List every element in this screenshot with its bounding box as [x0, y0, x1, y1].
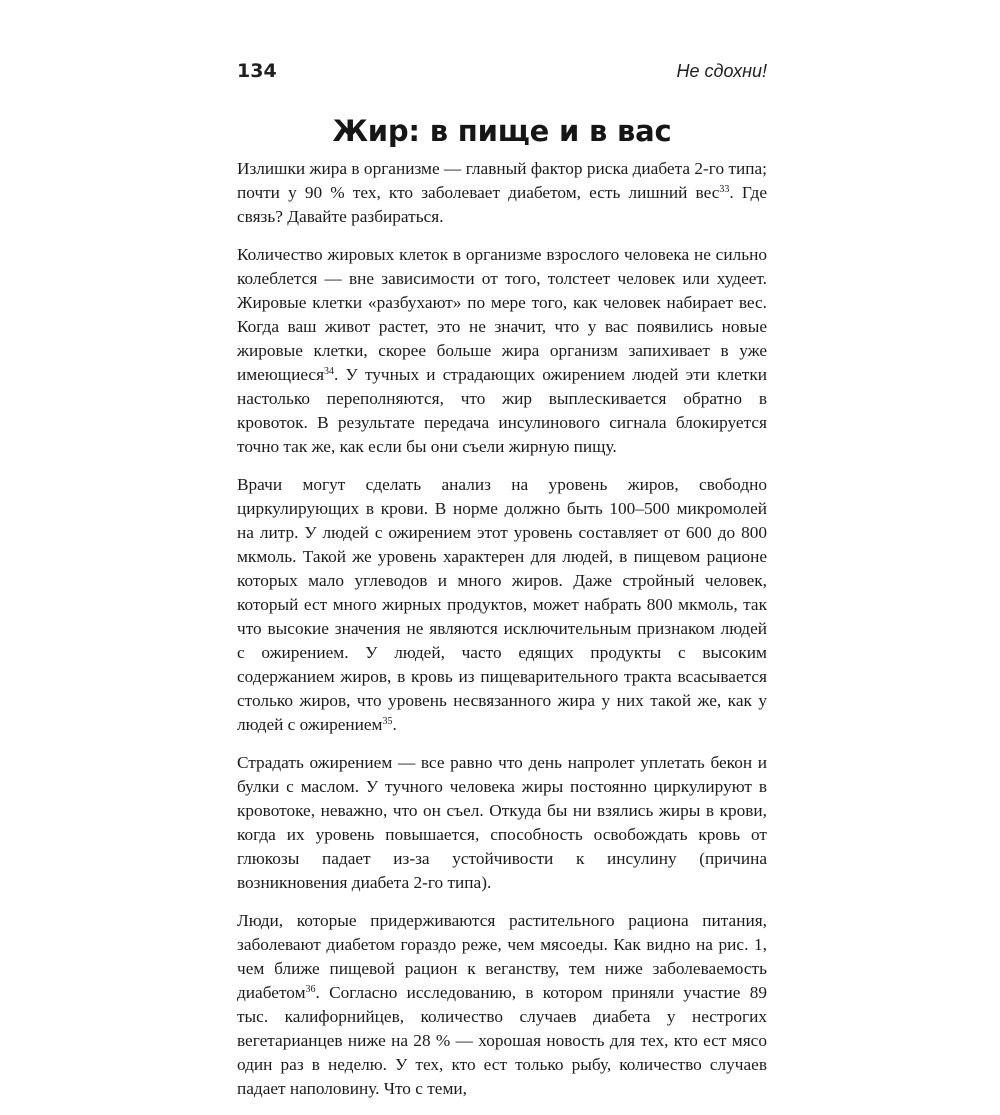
paragraph-5 — [237, 909, 767, 1101]
paragraph-text: Врачи могут сделать анализ на уровень жиров, свободно циркулирующих в крови. В норме должно быть 100–500 микромолей на литр. У людей с ожирением этот уровень составляет от 600 до 800 мкмоль. Такой же уровень характерен для людей, в пищевом рационе которых мало углеводов и много жиров. Даже стройный человек, который ест много жирных продуктов, может набрать 800 мкмоль, так что высокие значения не являются исключительным признаком людей с ожирением. У людей, часто едящих продукты с высоким содержанием жиров, в кровь из пищеварительного тракта всасывается столько жиров, что уровень несвязанного жира у них такой же, как у людей с ожирением — [237, 475, 767, 734]
paragraph-text: . — [392, 715, 397, 734]
footnote-reference: 33 — [719, 184, 730, 195]
paragraph-text: . У тучных и страдающих ожирением людей эти клетки настолько переполняются, что жир выплескивается обратно в кровоток. В результате передача инсулинового сигнала блокируется точно так же, как если бы они съели жирную пищу. — [237, 365, 767, 456]
footnote-reference: 36 — [305, 984, 316, 995]
section-heading: Жир: в пище и в вас — [332, 114, 672, 148]
body-text — [237, 157, 767, 1115]
running-header — [237, 60, 767, 90]
paragraph-1 — [237, 157, 767, 229]
page-number: 134 — [237, 60, 277, 82]
paragraph-3 — [237, 473, 767, 737]
paragraph-4 — [237, 751, 767, 895]
paragraph-text: Страдать ожирением — все равно что день напролет уплетать бекон и булки с маслом. У тучного человека жиры постоянно циркулируют в кровотоке, неважно, что он съел. Откуда бы ни взялись жиры в крови, когда их уровень повышается, способность освобождать кровь от глюкозы падает из-за устойчивости к инсулину (причина возникновения диабета 2-го типа). — [237, 753, 767, 892]
paragraph-text: Люди, которые придерживаются растительного рациона питания, заболевают диабетом гораздо реже, чем мясоеды. Как видно на рис. 1, чем ближе пищевой рацион к веганству, тем ниже заболеваемость диабетом — [237, 911, 767, 1002]
paragraph-text: Излишки жира в организме — главный фактор риска диабета 2-го типа; почти у 90 % тех, кто заболевает диабетом, есть лишний вес — [237, 159, 767, 202]
paragraph-text: Количество жировых клеток в организме взрослого человека не сильно колеблется — вне зависимости от того, толстеет человек или худеет. Жировые клетки «разбухают» по мере того, как человек набирает вес. Когда ваш живот растет, это не значит, что у вас появились новые жировые клетки, скорее больше жира организм запихивает в уже имеющиеся — [237, 245, 767, 384]
footnote-reference: 35 — [382, 716, 393, 727]
footnote-reference: 34 — [324, 366, 335, 377]
paragraph-2 — [237, 243, 767, 459]
paragraph-text: . Где связь? Давайте разбираться. — [237, 183, 768, 226]
paragraph-text: . Согласно исследованию, в котором приняли участие 89 тыс. калифорнийцев, количество случаев диабета у нестрогих вегетарианцев ниже на 28 % — хорошая новость для тех, кто ест мясо один раз в неделю. У тех, кто ест только рыбу, количество случаев падает наполовину. Что с теми, — [237, 983, 767, 1098]
book-title: Не сдохни! — [676, 61, 767, 81]
